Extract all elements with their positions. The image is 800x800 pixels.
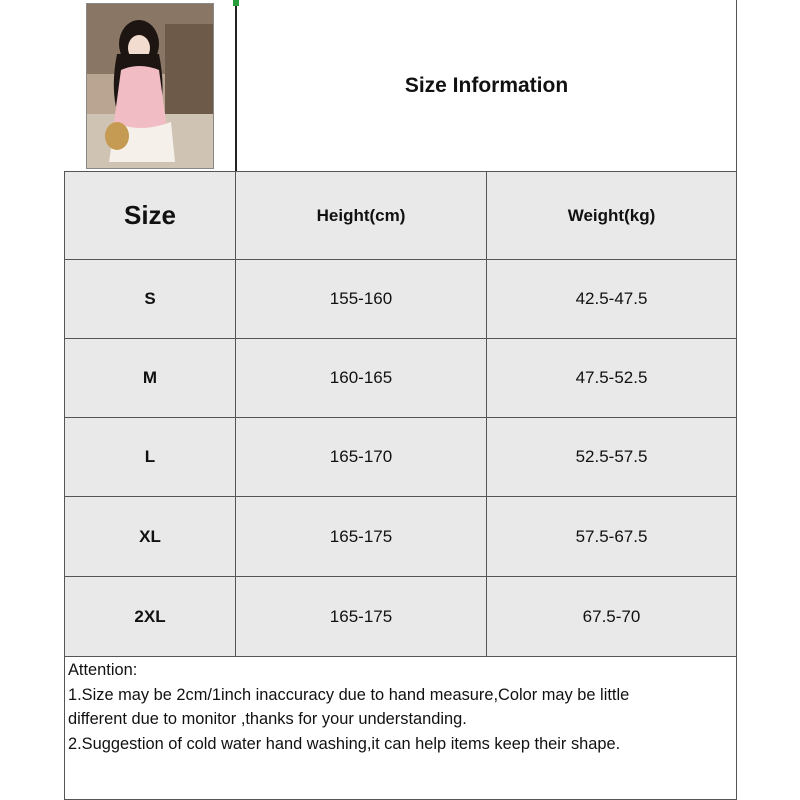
weight-value: 42.5-47.5: [575, 289, 648, 308]
table-row-height: [235, 417, 487, 497]
table-row-height: [235, 576, 487, 657]
column-header-weight: Weight(kg): [567, 205, 656, 225]
size-label: 2XL: [134, 606, 166, 626]
header-weight: [486, 171, 737, 260]
size-label: S: [144, 289, 156, 308]
size-label: L: [144, 447, 156, 466]
weight-value: 67.5-70: [582, 606, 641, 626]
page-title: Size Information: [404, 73, 569, 97]
weight-value: 57.5-67.5: [575, 526, 648, 546]
table-row-weight: [486, 417, 737, 497]
height-value: 165-175: [329, 606, 393, 626]
header-size: [64, 171, 236, 260]
column-header-size: Size: [123, 200, 177, 230]
notes-line-2: 2.Suggestion of cold water hand washing,it can help items keep their shape.: [68, 734, 621, 753]
table-row-height: [235, 259, 487, 339]
table-row-weight: [486, 576, 737, 657]
size-label: M: [142, 368, 158, 387]
height-value: 165-170: [329, 447, 393, 466]
table-row-size: [64, 496, 236, 577]
notes-line-1b: different due to monitor ,thanks for your understanding.: [68, 710, 467, 728]
table-row-weight: [486, 259, 737, 339]
size-label: XL: [139, 526, 161, 546]
height-value: 160-165: [329, 368, 393, 387]
weight-value: 47.5-52.5: [575, 368, 648, 387]
height-value: 165-175: [329, 526, 393, 546]
table-row-height: [235, 496, 487, 577]
product-photo-icon: [87, 4, 213, 168]
notes-line-1a: 1.Size may be 2cm/1inch inaccuracy due to hand measure,Color may be little: [68, 685, 630, 704]
header-height: [235, 171, 487, 260]
height-value: 155-160: [329, 289, 393, 308]
corner-mark-icon: [233, 0, 239, 6]
table-row-height: [235, 338, 487, 418]
column-header-height: Height(cm): [316, 205, 406, 225]
table-row-size: [64, 259, 236, 339]
notes-heading: Attention:: [68, 661, 138, 679]
table-row-weight: [486, 496, 737, 577]
product-photo: [86, 3, 214, 169]
attention-notes: [64, 656, 737, 800]
table-row-weight: [486, 338, 737, 418]
title-cell: [235, 0, 737, 172]
table-row-size: [64, 576, 236, 657]
weight-value: 52.5-57.5: [575, 447, 648, 466]
table-row-size: [64, 338, 236, 418]
table-row-size: [64, 417, 236, 497]
